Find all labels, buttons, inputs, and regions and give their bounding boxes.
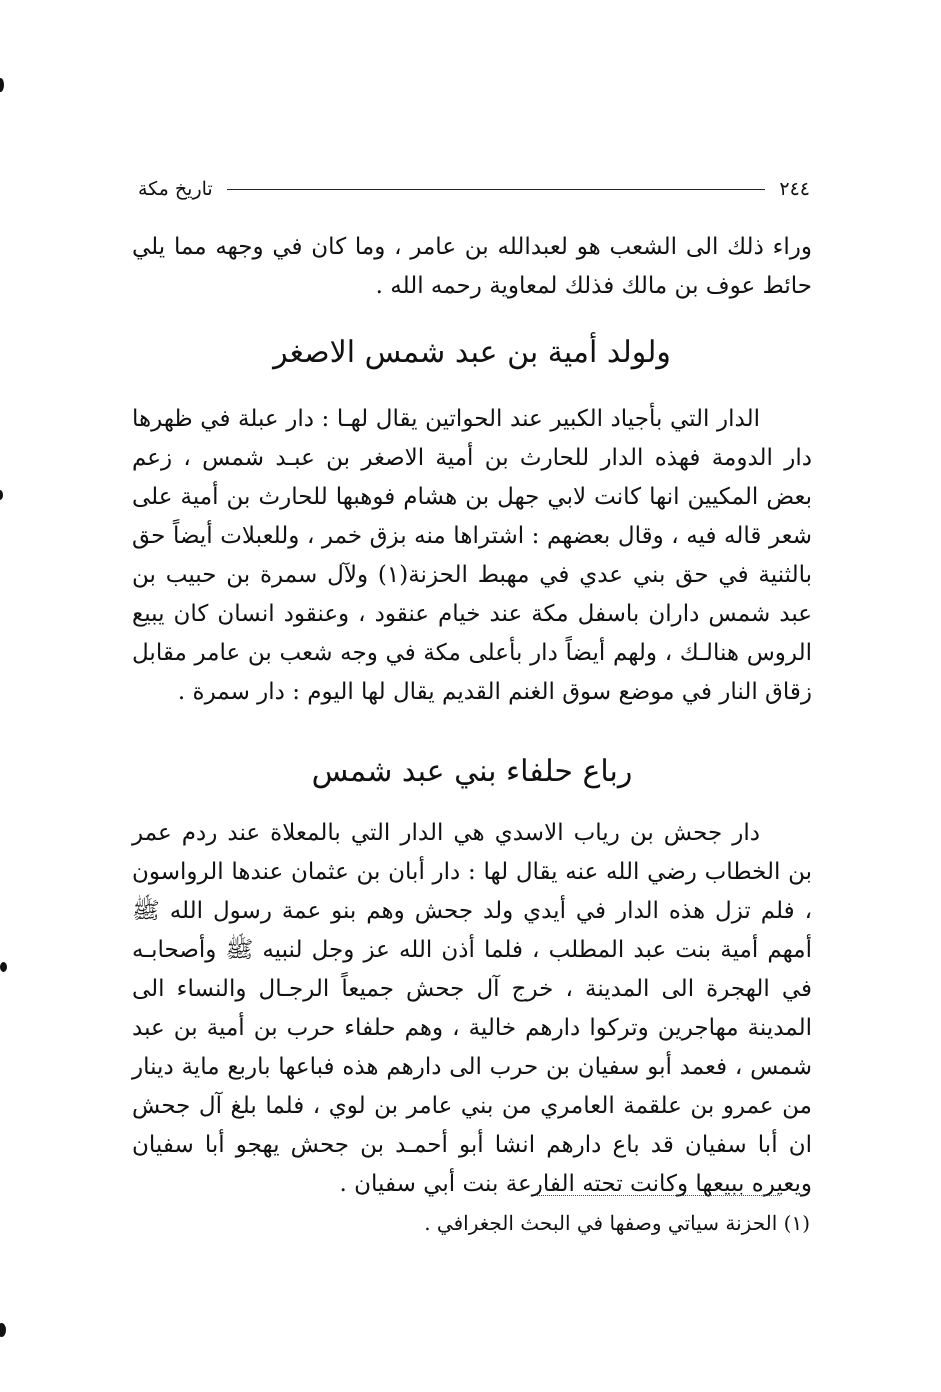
section-heading-umayya: ولولد أمية بن عبد شمس الاصغر (273, 335, 671, 370)
header-rule (227, 189, 766, 190)
intro-paragraph-block (132, 228, 812, 306)
scan-margin-mark (0, 962, 7, 972)
footnote: (١) الحزنة سياتي وصفها في البحث الجغرافي . (424, 1211, 810, 1235)
paragraph-umayya: الدار التي بأجياد الكبير عند الحواتين يقال لهـا : دار عبلة في ظهرها دار الدومة فهذه الدار للحارث بن أمية الاصغر بن عبـد شمس ، زعم بعض المكيين انها كانت لابي جهل بن هشام فوهبها للحارث بن أمية على شعر قاله فيه ، وقال بعضهم : اشتراها منه بزق خمر ، وللعبلات أيضاً حق بالثنية في حق بني عدي في مهبط الحزنة(١) ولآل سمرة بن حبيب بن عبد شمس داران باسفل مكة عند خيام عنقود ، وعنقود انسان كان يبيع الروس هنالـك ، ولهم أيضاً دار بأعلى مكة في وجه شعب بن عامر مقابل زقاق النار في موضع سوق الغنم القديم يقال لها اليوم : دار سمرة . (132, 406, 812, 705)
footnote-separator (535, 1195, 780, 1196)
intro-paragraph: وراء ذلك الى الشعب هو لعبدالله بن عامر ، وما كان في وجهه مما يلي حائط عوف بن مالك فذلك لمعاوية رحمه الله . (132, 234, 812, 299)
page-number: ٢٤٤ (779, 178, 810, 200)
section-body-umayya (132, 400, 812, 712)
paragraph-allies: دار جحش بن رياب الاسدي هي الدار التي بالمعلاة عند ردم عمر بن الخطاب رضي الله عنه يقال لها : دار أبان بن عثمان عندها الرواسون ، فلم تزل هذه الدار في أيدي ولد جحش وهم بنو عمة رسول الله ﷺ أمهم أمية بنت عبد المطلب ، فلما أذن الله عز وجل لنبيه ﷺ وأصحابـه في الهجرة الى المدينة ، خرج آل جحش جميعاً الرجـال والنساء الى المدينة مهاجرين وتركوا دارهم خالية ، وهم حلفاء حرب بن أمية بن عبد شمس ، فعمد أبو سفيان بن حرب الى دارهم هذه فباعها باربع ماية دينار من عمرو بن علقمة العامري من بني عامر بن لوي ، فلما بلغ آل جحش ان أبا سفيان قد باع دارهم انشا أبو أحمـد بن جحش يهجو أبا سفيان ويعيره ببيعها وكانت تحته الفارعة بنت أبي سفيان . (132, 820, 812, 1197)
running-header (138, 174, 810, 204)
section-body-allies (132, 814, 812, 1204)
section-heading-allies: رباع حلفاء بني عبد شمس (311, 754, 633, 789)
running-title: تاريخ مكة (138, 178, 213, 200)
